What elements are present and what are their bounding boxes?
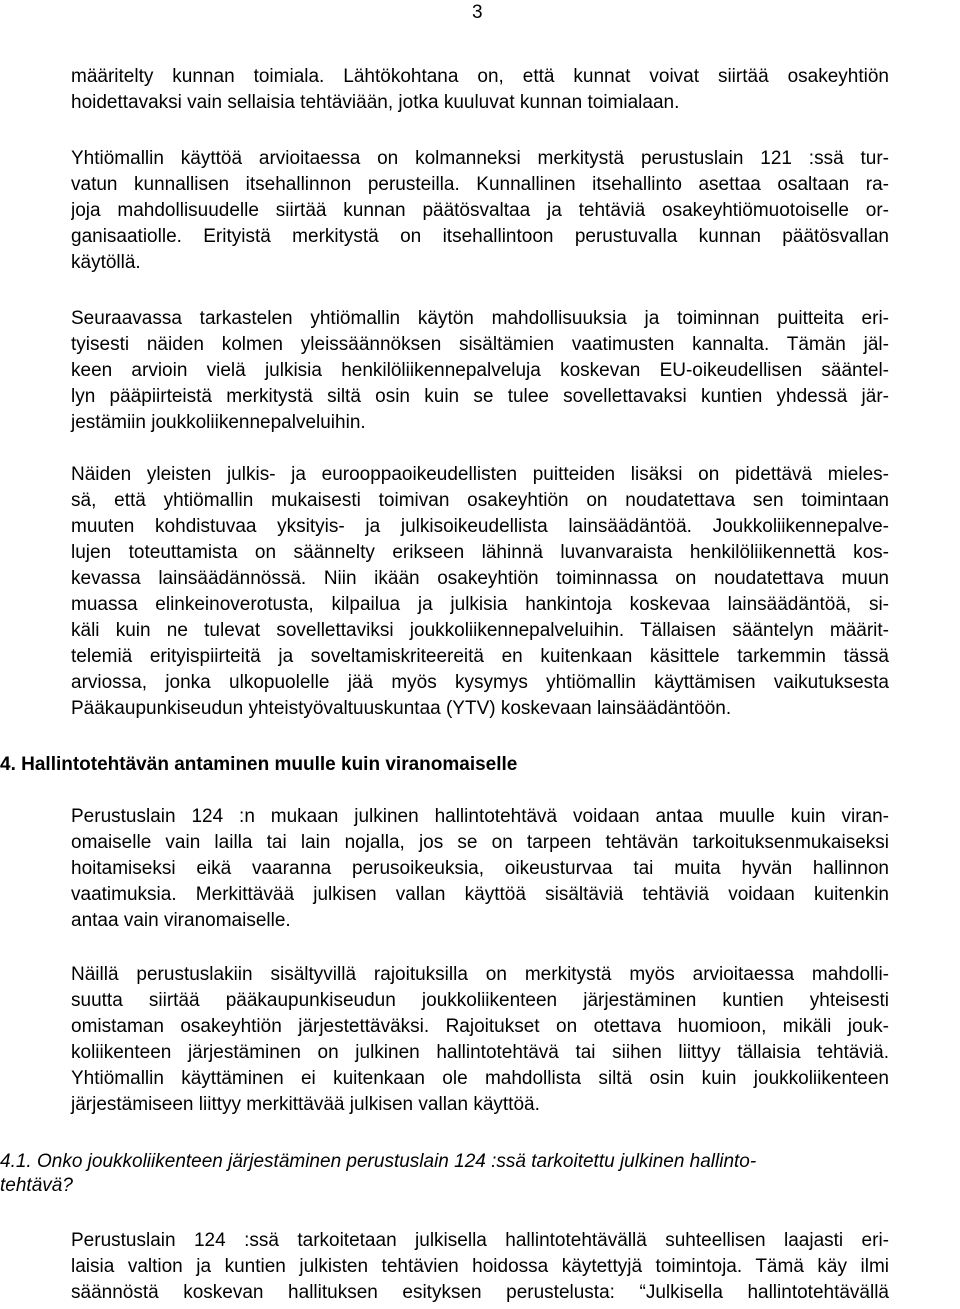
paragraph-self-government — [71, 146, 889, 276]
text-line: telemiä erityispiirteitä ja soveltamiskriteereitä en kuitenkaan käsittele tarkemmin tässä — [71, 646, 889, 667]
text-line: hoitamiseksi eikä vaaranna perusoikeuksia, oikeusturvaa tai muita hyvän hallinnon — [71, 858, 889, 879]
text-line: suutta siirtää pääkaupunkiseudun joukkoliikenteen järjestäminen kuntien yhteisesti — [71, 990, 889, 1011]
section-heading-text: 4. Hallintotehtävän antaminen muulle kuin viranomaiselle — [0, 754, 518, 775]
text-line: käytöllä. — [71, 252, 141, 273]
text-line: Näiden yleisten julkis- ja eurooppaoikeudellisten puitteiden lisäksi on pidettävä mieles- — [71, 464, 889, 485]
text-line: hoidettavaksi vain sellaisia tehtäviään, jotka kuuluvat kunnan toimialaan. — [71, 92, 680, 113]
text-line: keen arvioin vielä julkisia henkilöliikennepalveluja koskevan EU-oikeudellisen sääntel- — [71, 360, 889, 381]
text-line: vaatimuksia. Merkittävää julkisen vallan käyttöä sisältäviä tehtäviä voidaan kuitenkin — [71, 884, 889, 905]
text-line: lyn pääpiirteistä merkitystä siltä osin kuin se tulee sovellettavaksi kuntien yhdessä jär- — [71, 386, 889, 407]
paragraph-outline — [71, 306, 889, 436]
paragraph-public-administrative-task — [71, 1228, 889, 1306]
text-line: joja mahdollisuudelle siirtää kunnan päätösvaltaa ja tehtäviä osakeyhtiömuotoiselle or- — [71, 200, 889, 221]
subsection-heading — [0, 1150, 900, 1198]
page-number: 3 — [472, 2, 483, 23]
text-line: kevassa lainsäädännössä. Niin ikään osakeyhtiön toiminnassa on noudatettava muun — [71, 568, 889, 589]
text-line: Perustuslain 124 :ssä tarkoitetaan julkisella hallintotehtävällä suhteellisen laajasti eri- — [71, 1230, 889, 1251]
text-line: säännöstä koskevan hallituksen esityksen perustelusta: “Julkisella hallintotehtävällä — [71, 1282, 889, 1303]
text-line: Näillä perustuslakiin sisältyvillä rajoituksilla on merkitystä myös arvioitaessa mahdolli- — [71, 964, 889, 985]
text-line: järjestämiseen liittyy merkittävää julkisen vallan käyttöä. — [71, 1094, 540, 1115]
text-line: Pääkaupunkiseudun yhteistyövaltuuskuntaa (YTV) koskevaan lainsäädäntöön. — [71, 698, 732, 719]
text-line: Perustuslain 124 :n mukaan julkinen hallintotehtävä voidaan antaa muulle kuin viran- — [71, 806, 889, 827]
text-line: omaiselle vain lailla tai lain nojalla, jos se on tarpeen tehtävän tarkoituksenmukaiseksi — [71, 832, 889, 853]
text-line: Seuraavassa tarkastelen yhtiömallin käytön mahdollisuuksia ja toiminnan puitteita eri- — [71, 308, 889, 329]
text-line: laisia valtion ja kuntien julkisten tehtävien hoidossa käytettyjä toimintoja. Tämä käy ilmi — [71, 1256, 889, 1277]
paragraph-constitution-124 — [71, 804, 889, 934]
text-line: lujen toteuttamista on säännelty erikseen lähinnä luvanvaraista henkilöliikennettä kos- — [71, 542, 889, 563]
text-line: Yhtiömallin käyttäminen ei kuitenkaan ole mahdollista siltä osin kuin joukkoliikenteen — [71, 1068, 889, 1089]
text-line: vatun kunnallisen itsehallinnon perusteilla. Kunnallinen itsehallinto asettaa osaltaan ra- — [71, 174, 889, 195]
text-line: sä, että yhtiömallin mukaisesti toimivan osakeyhtiön on noudatettava sen toimintaan — [71, 490, 889, 511]
text-line: jestämiin joukkoliikennepalveluihin. — [71, 412, 366, 433]
section-heading — [0, 752, 900, 778]
text-line: muuten kohdistuvaa yksityis- ja julkisoikeudellista lainsäädäntöä. Joukkoliikennepalve- — [71, 516, 889, 537]
text-line: tyisesti näiden kolmen yleissäännöksen sisältämien vaatimusten kannalta. Tämän jäl- — [71, 334, 889, 355]
paragraph-intro-continued — [71, 64, 889, 116]
text-line: Yhtiömallin käyttöä arvioitaessa on kolmanneksi merkitystä perustuslain 121 :ssä tur- — [71, 148, 889, 169]
text-line: käli kuin ne tulevat sovellettaviksi joukkoliikennepalveluihin. Tällaisen sääntelyn määrit- — [71, 620, 889, 641]
text-line: antaa vain viranomaiselle. — [71, 910, 291, 931]
text-line: ganisaatiolle. Erityistä merkitystä on itsehallintoon perustuvalla kunnan päätösvallan — [71, 226, 889, 247]
text-line: muassa elinkeinoverotusta, kilpailua ja julkisia hankintoja koskevaa lainsäädäntöä, si- — [71, 594, 889, 615]
subsection-heading-line: tehtävä? — [0, 1175, 73, 1196]
text-line: määritelty kunnan toimiala. Lähtökohtana on, että kunnat voivat siirtää osakeyhtiön — [71, 66, 889, 87]
text-line: arviossa, jonka ulkopuolelle jää myös kysymys yhtiömallin käyttämisen vaikutuksesta — [71, 672, 889, 693]
text-line: omistaman osakeyhtiön järjestettäväksi. Rajoitukset on otettava huomioon, mikäli jouk- — [71, 1016, 889, 1037]
paragraph-other-legislation — [71, 462, 889, 722]
text-line: koliikenteen järjestäminen on julkinen hallintotehtävä tai siihen liittyy tällaisia tehtäviä. — [71, 1042, 889, 1063]
paragraph-restrictions — [71, 962, 889, 1118]
subsection-heading-line: 4.1. Onko joukkoliikenteen järjestäminen perustuslain 124 :ssä tarkoitettu julkinen hallinto- — [0, 1151, 757, 1172]
